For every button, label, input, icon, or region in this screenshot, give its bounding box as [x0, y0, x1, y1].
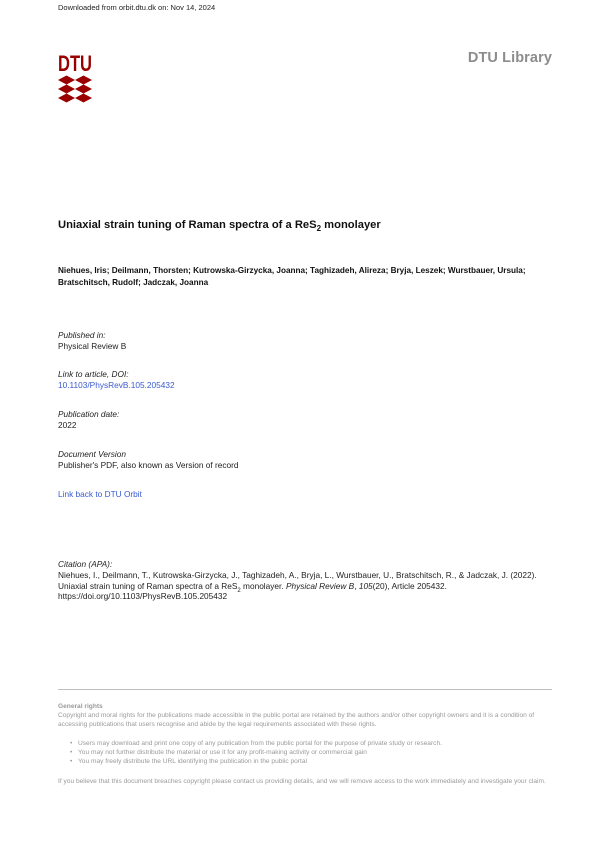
document-version-block [58, 449, 239, 470]
doi-link[interactable]: 10.1103/PhysRevB.105.205432 [58, 380, 175, 390]
general-rights-text: Copyright and moral rights for the publications made accessible in the public portal are retained by the authors and/or other copyright owners and it is a condition of accessing publications that users recognise and abide by the legal requirements associated with these rights. [58, 712, 535, 728]
publication-date-block [58, 409, 119, 430]
list-item: • You may not further distribute the material or use it for any profit-making activity or commercial gain [70, 749, 550, 758]
document-title [58, 219, 381, 231]
doi-block [58, 369, 175, 390]
list-item: • Users may download and print one copy of any publication from the public portal for the purpose of private study or research. [70, 740, 550, 749]
publication-date-label: Publication date: [58, 409, 120, 419]
document-version-value: Publisher's PDF, also known as Version of record [58, 460, 239, 470]
general-rights-list [70, 740, 550, 767]
dtu-logo-text: DTU [58, 51, 92, 76]
citation-subscript: 2 [237, 587, 241, 594]
dtu-library-label: DTU Library [467, 50, 552, 66]
orbit-link[interactable]: Link back to DTU Orbit [58, 489, 142, 499]
citation-sep: , [354, 580, 359, 591]
divider [58, 689, 552, 690]
published-in-label: Published in: [58, 330, 106, 340]
citation-label: Citation (APA): [58, 559, 113, 569]
citation-text [58, 570, 558, 601]
download-notice: Downloaded from orbit.dtu.dk on: Nov 14, 2024 [58, 3, 216, 12]
published-in-block [58, 330, 126, 351]
title-subscript: 2 [316, 224, 322, 233]
citation-part1: Niehues, I., Deilmann, T., Kutrowska-Girzycka, J., Taghizadeh, A., Bryja, L., Wurstbauer, U., Bratschitsch, R., & Jadczak, J. (2022). Uniaxial strain tuning of Raman spectra of a ReS [58, 570, 537, 591]
citation-part3: , Article 205432. https://doi.org/10.1103/PhysRevB.105.205432 [58, 580, 447, 601]
document-version-label: Document Version [58, 449, 126, 459]
dtu-logo [58, 52, 92, 104]
doi-label: Link to article, DOI: [58, 369, 129, 379]
published-in-value: Physical Review B [58, 341, 127, 351]
citation-issue: (20) [372, 580, 388, 591]
list-item: • You may freely distribute the URL identifying the publication in the public portal [70, 758, 550, 767]
author-list: Niehues, Iris; Deilmann, Thorsten; Kutrowska-Girzycka, Joanna; Taghizadeh, Alireza; Bryja, Leszek; Wurstbauer, Ursula; Bratschitsch, Rudolf; Jadczak, Joanna [58, 266, 526, 287]
title-main: Uniaxial strain tuning of Raman spectra of a ReS [58, 219, 317, 231]
citation-part2: monolayer. [240, 580, 286, 591]
title-tail: monolayer [321, 219, 381, 231]
takedown-notice: If you believe that this document breaches copyright please contact us providing details, and we will remove access to the work immediately and investigate your claim. [58, 778, 546, 785]
general-rights-heading: General rights [58, 703, 103, 710]
publication-date-value: 2022 [58, 420, 77, 430]
citation-journal: Physical Review B [285, 580, 355, 591]
citation-block [58, 559, 558, 601]
citation-volume: 105 [358, 580, 373, 591]
